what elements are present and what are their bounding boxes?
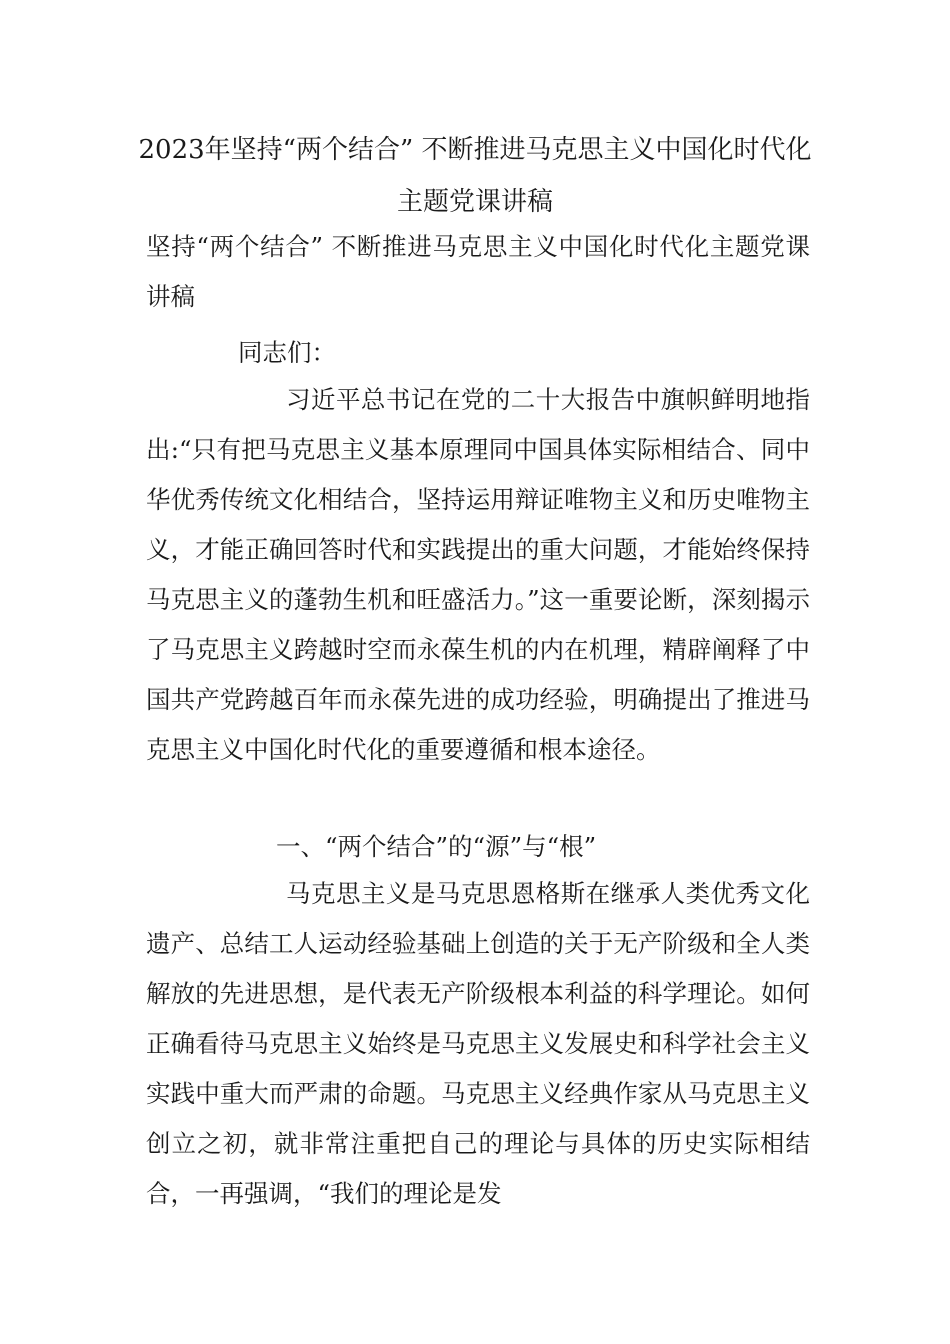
document-title: 2023年坚持“两个结合” 不断推进马克思主义中国化时代化主题党课讲稿 bbox=[138, 135, 812, 217]
paragraph-intro: 习近平总书记在党的二十大报告中旗帜鲜明地指出:“只有把马克思主义基本原理同中国具体实际相结合、同中华优秀传统文化相结合，坚持运用辩证唯物主义和历史唯物主义，才能正确回答时代和实践提出的重大问题，才能始终保持马克思主义的蓬勃生机和旺盛活力。”这一重要论断，深刻揭示了马克思主义跨越时空而永葆生机的内在机理，精辟阐释了中国共产党跨越百年而永葆先进的成功经验，明确提出了推进马克思主义中国化时代化的重要遵循和根本途径。 bbox=[146, 385, 810, 764]
paragraph-section-1: 马克思主义是马克思恩格斯在继承人类优秀文化遗产、总结工人运动经验基础上创造的关于无产阶级和全人类解放的先进思想，是代表无产阶级根本利益的科学理论。如何正确看待马克思主义始终是马克思主义发展史和科学社会主义实践中重大而严肃的命题。马克思主义经典作家从马克思主义创立之初，就非常注重把自己的理论与具体的历史实际相结合，一再强调，“我们的理论是发 bbox=[146, 879, 810, 1208]
salutation: 同志们： bbox=[238, 338, 336, 367]
section-heading-1: 一、“两个结合”的“源”与“根” bbox=[276, 832, 597, 861]
document-subtitle: 坚持“两个结合” 不断推进马克思主义中国化时代化主题党课讲稿 bbox=[146, 232, 810, 311]
